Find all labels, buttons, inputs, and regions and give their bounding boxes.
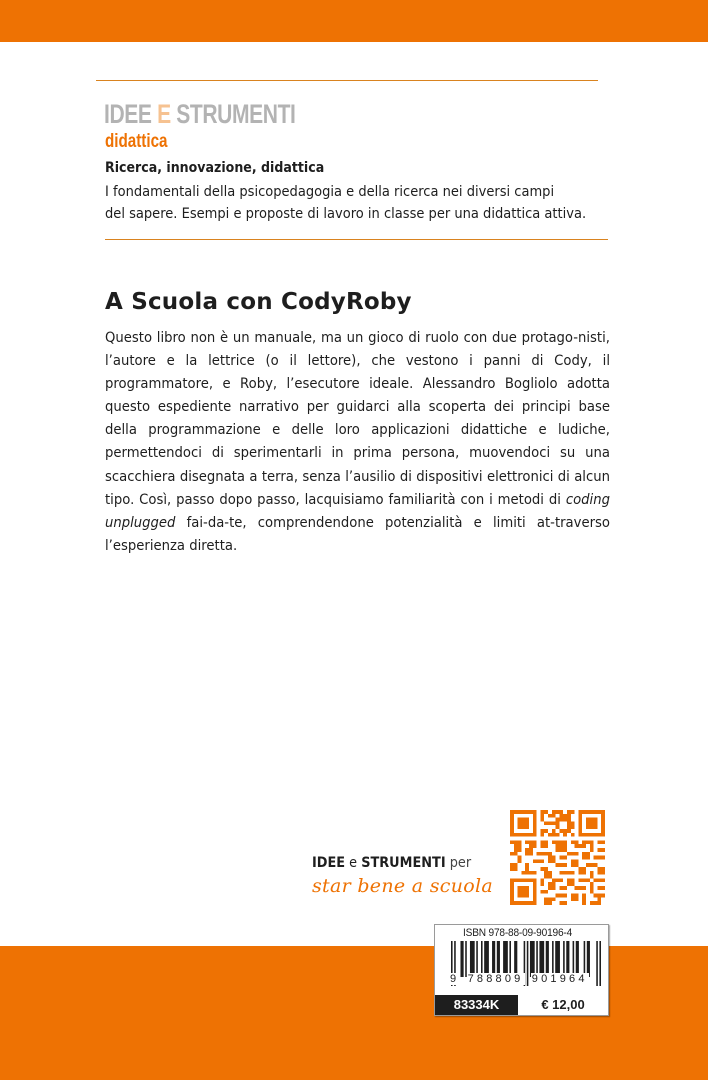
brand-strumenti: STRUMENTI: [361, 855, 446, 871]
brand-e: e: [345, 855, 362, 871]
ean-right-digits: 901964: [531, 973, 588, 985]
ean-digits: [449, 973, 589, 985]
top-orange-band: [0, 0, 708, 42]
barcode-label: [434, 924, 609, 1016]
top-divider: [96, 80, 598, 81]
series-tagline: Ricerca, innovazione, didattica: [105, 160, 325, 176]
series-divider: [105, 239, 608, 240]
publisher-brand: [312, 855, 493, 897]
ean-left-digits: 788809: [467, 973, 524, 985]
series-description-line: I fondamentali della psicopedagogia e della ricerca nei diversi campi: [105, 184, 555, 200]
series-description: [105, 181, 609, 225]
blurb-italic-text: coding unplugged: [105, 490, 610, 531]
series-title-strumenti: STRUMENTI: [170, 99, 296, 129]
series-subtitle: didattica: [105, 131, 168, 152]
series-title-idee: IDEE: [104, 99, 158, 129]
ean-first-digit: 9: [450, 973, 460, 985]
price: € 12,00: [518, 995, 608, 1015]
series-title-e: E: [157, 99, 171, 129]
qr-code-icon[interactable]: [510, 810, 605, 905]
blurb-text: Questo libro non è un manuale, ma un gioco di ruolo con due protago-nisti, l’autore e la lettrice (o il lettore), che vestono i panni di Cody, il programmatore, e Roby, l’esecutore ideale. Alessandro Bogliolo adotta questo espediente narrativo per guidarci alla scoperta dei principi base della programmazione e delle loro applicazioni didattiche e ludiche, permettendoci di sperimentarli in prima persona, muovendoci su una scacchiera disegnata a terra, senza l’ausilio di dispositivi elettronici di alcun tipo. Così, passo dopo passo, lacquisiamo familiarità con i metodi di: [105, 329, 610, 508]
book-title: A Scuola con CodyRoby: [105, 289, 412, 315]
product-code: 83334K: [435, 995, 518, 1015]
book-blurb: [105, 326, 610, 557]
isbn-label: ISBN 978-88-09-90196-4: [463, 927, 573, 939]
series-title: [104, 99, 296, 129]
brand-per: per: [445, 855, 472, 871]
price-row: [435, 995, 608, 1015]
brand-line: [312, 855, 479, 871]
blurb-text-end: fai-da-te, comprendendone potenzialità e limiti at-traverso l’esperienza diretta.: [105, 513, 610, 554]
series-description-line: del sapere. Esempi e proposte di lavoro in classe per una didattica attiva.: [105, 206, 587, 222]
brand-script-line: star bene a scuola: [312, 875, 494, 897]
brand-idee: IDEE: [312, 855, 346, 871]
